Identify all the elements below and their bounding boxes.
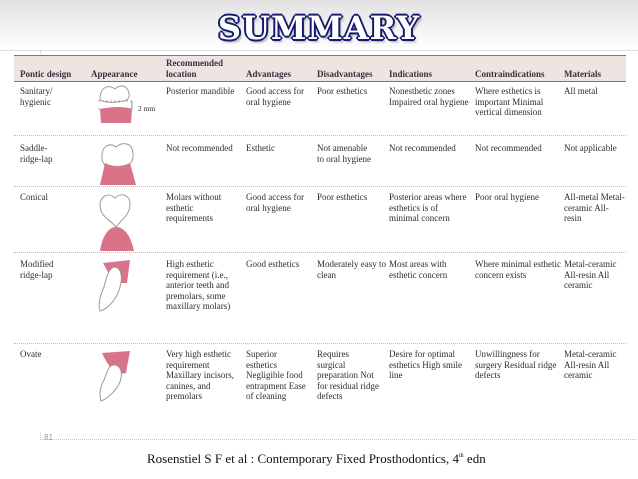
row-saddle-design: Saddle-ridge-lap bbox=[20, 143, 53, 164]
ovate-pontic-icon bbox=[94, 345, 156, 409]
header-contraindications: Contraindications bbox=[475, 69, 545, 79]
row-conical-location: Molars without esthetic requirements bbox=[166, 192, 222, 223]
row-saddle-advantages: Esthetic bbox=[246, 143, 275, 153]
row-ovate-advantages: Superior esthetics Negligible food entrapment Ease of cleaning bbox=[246, 349, 306, 401]
row-modified-design: Modified ridge-lap bbox=[20, 259, 54, 280]
summary-table bbox=[14, 55, 626, 433]
row-divider bbox=[14, 186, 626, 187]
row-sanitary-indications: Nonesthetic zones Impaired oral hygiene bbox=[389, 86, 469, 107]
citation-edition-superscript: th bbox=[459, 453, 464, 459]
citation-footer bbox=[147, 451, 486, 467]
citation-text: Rosenstiel S F et al : Contemporary Fixed Prosthodontics, 4 bbox=[147, 451, 459, 466]
row-sanitary-materials: All metal bbox=[564, 86, 598, 96]
header-indications: Indications bbox=[389, 69, 433, 79]
slide-title: SUMMARY bbox=[217, 9, 421, 47]
header-top-rule bbox=[14, 55, 626, 56]
header-disadvantages: Disadvantages bbox=[317, 69, 373, 79]
row-ovate-contraindications: Unwillingness for surgery Residual ridge defects bbox=[475, 349, 557, 380]
sanitary-pontic-icon bbox=[94, 81, 164, 123]
row-conical-indications: Posterior areas where esthetics is of minimal concern bbox=[389, 192, 467, 223]
row-conical-advantages: Good access for oral hygiene bbox=[246, 192, 304, 213]
header-appearance: Appearance bbox=[91, 69, 138, 79]
row-sanitary-location: Posterior mandible bbox=[166, 86, 235, 96]
header-advantages: Advantages bbox=[246, 69, 292, 79]
header-recommended-location: Recommended location bbox=[166, 58, 223, 79]
row-modified-location: High esthetic requirement (i.e., anterior teeth and premolars, some maxillary molars) bbox=[166, 259, 231, 311]
row-ovate-disadvantages: Requires surgical preparation Not for residual ridge defects bbox=[317, 349, 379, 401]
row-ovate-materials: Metal-ceramic All-resin All ceramic bbox=[564, 349, 617, 380]
modified-ridge-lap-pontic-icon bbox=[94, 255, 156, 319]
row-sanitary-contraindications: Where esthetics is important Minimal vertical dimension bbox=[475, 86, 544, 117]
header-materials: Materials bbox=[564, 69, 601, 79]
citation-suffix: edn bbox=[463, 451, 486, 466]
row-conical-contraindications: Poor oral hygiene bbox=[475, 192, 539, 202]
row-modified-indications: Most areas with esthetic concern bbox=[389, 259, 448, 280]
saddle-ridge-lap-pontic-icon bbox=[96, 137, 156, 185]
row-saddle-indications: Not recommended bbox=[389, 143, 456, 153]
row-modified-disadvantages: Moderately easy to clean bbox=[317, 259, 386, 280]
row-divider bbox=[14, 252, 626, 253]
row-saddle-disadvantages: Not amenable to oral hygiene bbox=[317, 143, 371, 164]
row-saddle-materials: Not applicable bbox=[564, 143, 617, 153]
row-ovate-location: Very high esthetic requirement Maxillary incisors, canines, and premolars bbox=[166, 349, 234, 401]
row-sanitary-design: Sanitary/ hygienic bbox=[20, 86, 53, 107]
conical-pontic-icon bbox=[94, 189, 158, 251]
row-ovate-design: Ovate bbox=[20, 349, 42, 359]
row-modified-materials: Metal-ceramic All-resin All ceramic bbox=[564, 259, 617, 290]
row-conical-materials: All-metal Metal-ceramic All-resin bbox=[564, 192, 625, 223]
row-modified-contraindications: Where minimal esthetic concern exists bbox=[475, 259, 561, 280]
row-modified-advantages: Good esthetics bbox=[246, 259, 300, 269]
row-divider bbox=[14, 135, 626, 136]
sanitary-gap-label: 2 mm bbox=[138, 104, 156, 113]
row-sanitary-disadvantages: Poor esthetics bbox=[317, 86, 368, 96]
row-ovate-indications: Desire for optimal esthetics High smile line bbox=[389, 349, 462, 380]
row-sanitary-advantages: Good access for oral hygiene bbox=[246, 86, 304, 107]
row-conical-disadvantages: Poor esthetics bbox=[317, 192, 368, 202]
page-number: 81 bbox=[44, 433, 53, 442]
row-divider bbox=[14, 343, 626, 344]
row-saddle-contraindications: Not recommended bbox=[475, 143, 542, 153]
row-saddle-location: Not recommended bbox=[166, 143, 233, 153]
header-pontic-design: Pontic design bbox=[20, 69, 72, 79]
row-conical-design: Conical bbox=[20, 192, 48, 202]
